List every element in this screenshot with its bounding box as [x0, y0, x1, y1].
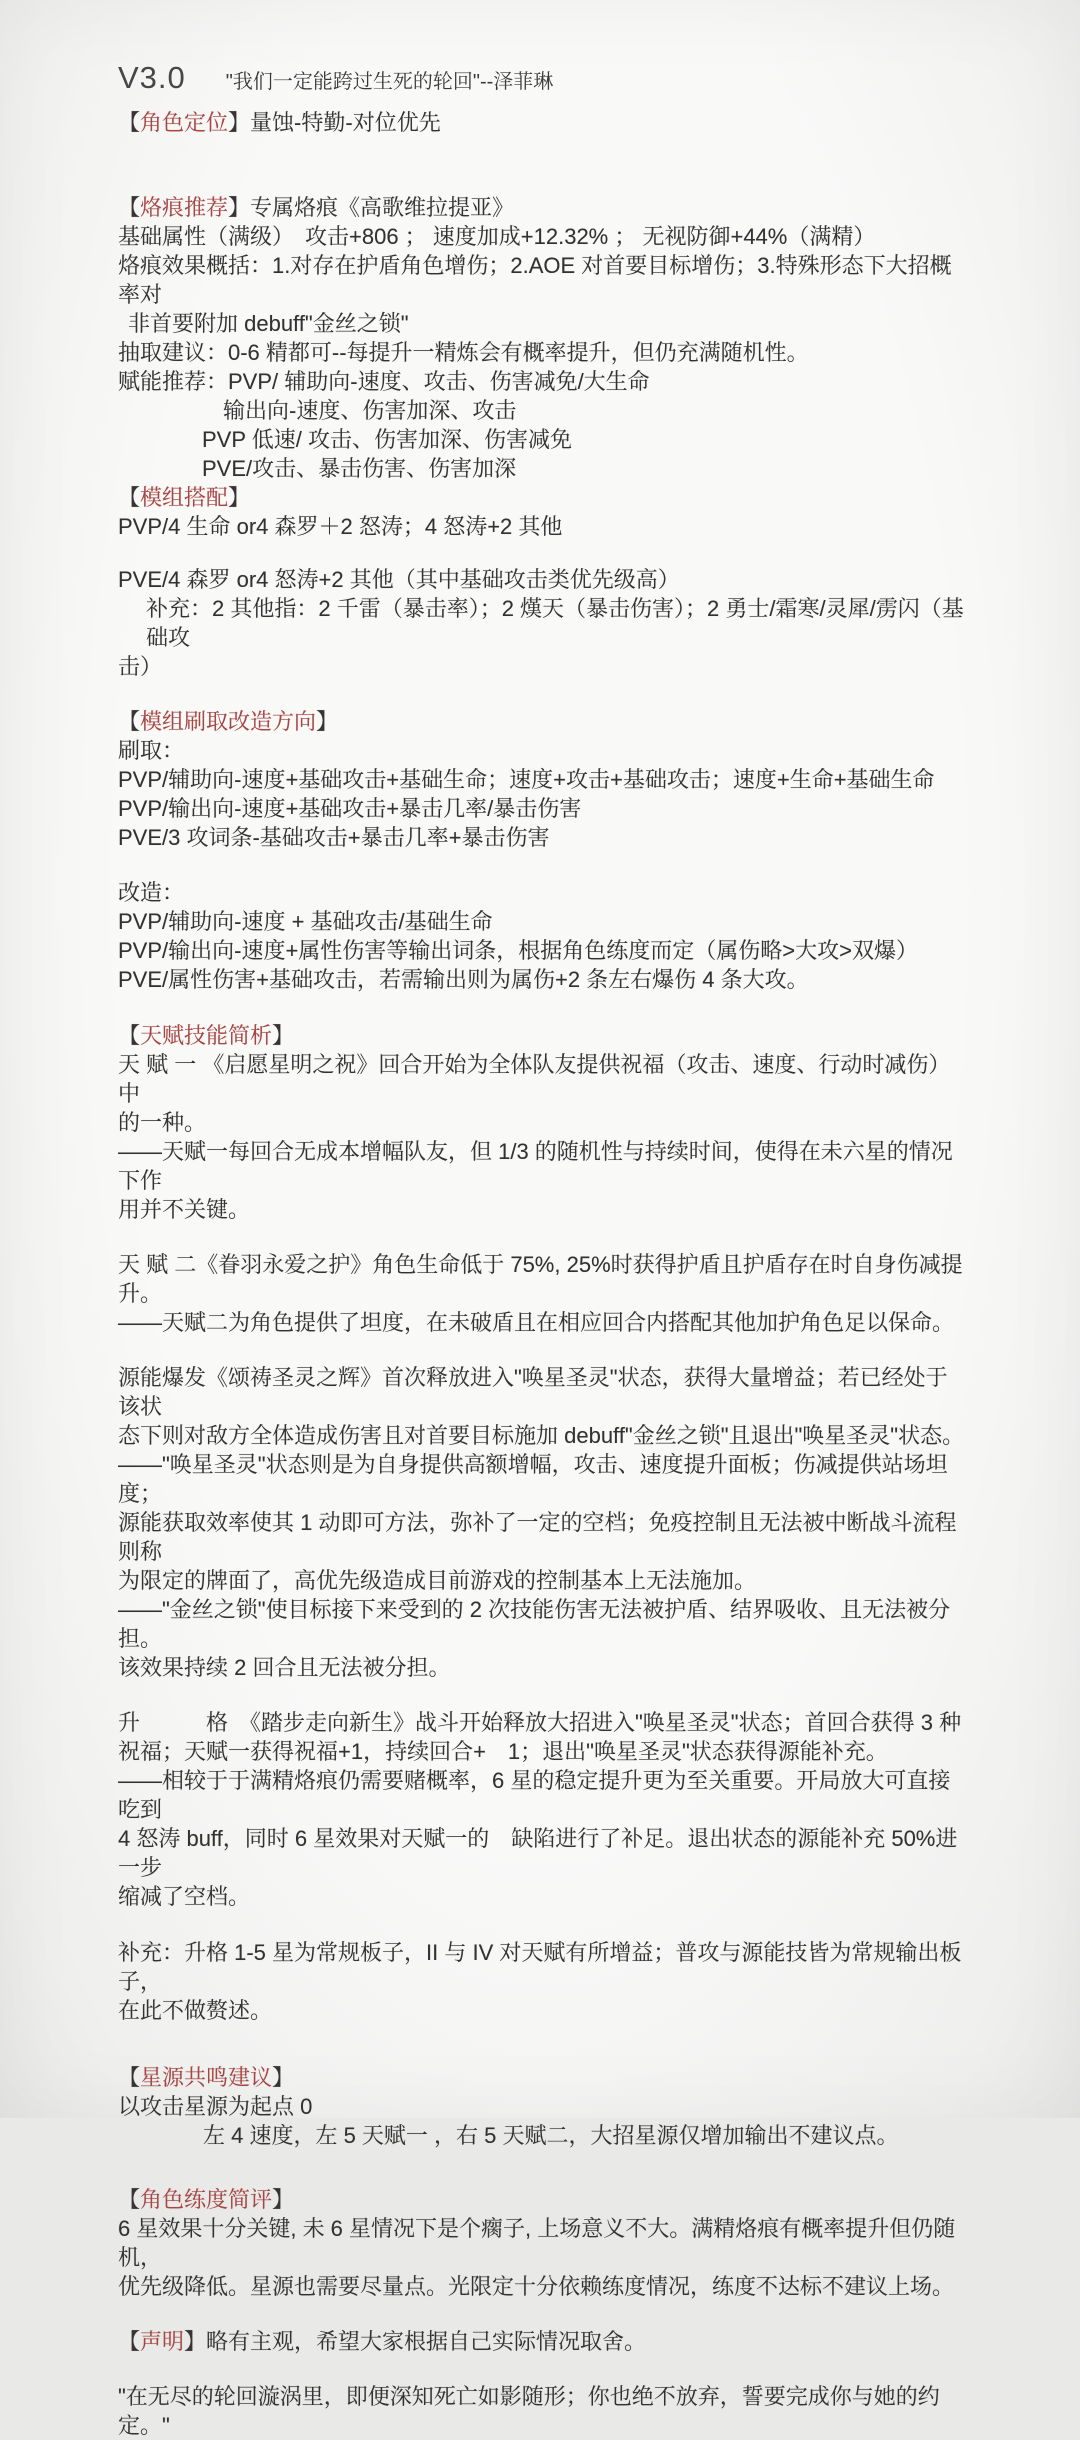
line-text: 击）	[118, 654, 163, 679]
doc-line	[118, 1450, 968, 1508]
line-text: PVP 低速/ 攻击、伤害加深、伤害减免	[202, 427, 572, 452]
doc-line	[118, 1108, 968, 1137]
line-text: PVE/属性伤害+基础攻击，若需输出则为属伤+2 条左右爆伤 4 条大攻。	[118, 967, 809, 992]
heading-bracket-open: 【	[118, 195, 141, 220]
line-text: PVP/辅助向-速度+基础攻击+基础生命；速度+攻击+基础攻击；速度+生命+基础生命	[118, 767, 935, 792]
heading-text: 模组刷取改造方向	[140, 709, 317, 734]
line-text: 略有主观，希望大家根据自己实际情况取舍。	[206, 2329, 647, 2354]
heading-bracket-close: 】	[228, 485, 251, 510]
heading-bracket-open: 【	[118, 709, 141, 734]
line-text: 态下则对敌方全体造成伤害且对首要目标施加 debuff"金丝之锁"且退出"唤星圣灵"状态。	[118, 1423, 965, 1448]
line-text: 用并不关键。	[118, 1197, 251, 1222]
line-text: 左 4 速度，左 5 天赋一 ，右 5 天赋二，大招星源仅增加输出不建议点。	[203, 2123, 899, 2148]
doc-line	[118, 1882, 968, 1911]
section-heading	[118, 2187, 294, 2212]
heading-bracket-open: 【	[118, 2187, 141, 2212]
line-text: 6 星效果十分关键, 未 6 星情况下是个瘸子, 上场意义不大。满精烙痕有概率提升但仍随机，	[118, 2216, 956, 2270]
doc-line	[118, 251, 968, 309]
line-text: 专属烙痕《高歌维拉提亚》	[250, 195, 515, 220]
doc-line	[118, 907, 968, 936]
doc-line	[118, 1137, 968, 1195]
doc-line	[118, 1363, 968, 1421]
line-text: 该效果持续 2 回合且无法被分担。	[118, 1655, 451, 1680]
line-text: 源能爆发《颂祷圣灵之辉》首次释放进入"唤星圣灵"状态，获得大量增益；若已经处于该状	[118, 1365, 948, 1419]
doc-line	[118, 2382, 968, 2440]
doc-line	[118, 594, 968, 652]
line-text: 为限定的牌面了，高优先级造成目前游戏的控制基本上无法施加。	[118, 1568, 757, 1593]
doc-line	[118, 2272, 968, 2301]
doc-line	[118, 396, 968, 425]
doc-line	[118, 707, 968, 736]
doc-line	[118, 338, 968, 367]
title-row	[118, 60, 968, 96]
title-quote: "我们一定能跨过生死的轮回"--泽菲琳	[225, 71, 554, 93]
doc-line	[118, 1737, 968, 1766]
doc-line	[118, 1708, 968, 1737]
heading-bracket-open: 【	[118, 485, 141, 510]
section-heading	[118, 195, 250, 220]
doc-line	[118, 1938, 968, 1996]
section-heading	[118, 485, 250, 510]
line-text: 补充：升格 1-5 星为常规板子，II 与 IV 对天赋有所增益；普攻与源能技皆为常规输出板子，	[118, 1940, 962, 1994]
line-text: PVP/4 生命 or4 森罗＋2 怒涛；4 怒涛+2 其他	[118, 514, 563, 539]
doc-line	[118, 1595, 968, 1653]
section-heading	[118, 110, 250, 135]
section-heading	[118, 2329, 206, 2354]
doc-line	[118, 1653, 968, 1682]
doc-line	[118, 823, 968, 852]
version-label: V3.0	[118, 60, 186, 95]
doc-line	[118, 1021, 968, 1050]
line-text: ——天赋一每回合无成本增幅队友，但 1/3 的随机性与持续时间，使得在未六星的情况下作	[118, 1139, 953, 1193]
line-text: PVP/输出向-速度+基础攻击+暴击几率/暴击伤害	[118, 796, 582, 821]
line-text: 赋能推荐：PVP/ 辅助向-速度、攻击、伤害减免/大生命	[118, 369, 650, 394]
doc-line	[118, 565, 968, 594]
line-text: 以攻击星源为起点 0	[118, 2094, 313, 2119]
doc-line	[118, 794, 968, 823]
line-text: 的一种。	[118, 1110, 207, 1135]
doc-line	[118, 936, 968, 965]
line-text: 4 怒涛 buff，同时 6 星效果对天赋一的 缺陷进行了补足。退出状态的源能补充 50%进一步	[118, 1826, 958, 1880]
doc-line	[118, 2327, 968, 2356]
heading-bracket-close: 】	[272, 2187, 295, 2212]
line-text: 改造：	[118, 880, 185, 905]
line-text: 量蚀-特勤-对位优先	[250, 110, 441, 135]
line-text: PVE/攻击、暴击伤害、伤害加深	[202, 456, 517, 481]
doc-line	[118, 652, 968, 681]
line-text: 补充：2 其他指：2 千雷（暴击率）；2 熯天（暴击伤害）；2 勇士/霜寒/灵犀/雳闪（基础攻	[146, 596, 964, 650]
line-text: "在无尽的轮回漩涡里，即便深知死亡如影随形；你也绝不放弃，誓要完成你与她的约定。"	[118, 2384, 940, 2438]
doc-line	[118, 1508, 968, 1566]
line-text: ——相较于于满精烙痕仍需要赌概率，6 星的稳定提升更为至关重要。开局放大可直接吃到	[118, 1768, 951, 1822]
doc-line	[118, 483, 968, 512]
doc-line	[118, 108, 968, 137]
section-heading	[118, 1023, 294, 1048]
doc-line	[118, 2121, 968, 2150]
line-text: 烙痕效果概括：1.对存在护盾角色增伤；2.AOE 对首要目标增伤；3.特殊形态下大招概率对	[118, 253, 952, 307]
line-text: PVP/辅助向-速度 + 基础攻击/基础生命	[118, 909, 493, 934]
line-text: 优先级降低。星源也需要尽量点。光限定十分依赖练度情况，练度不达标不建议上场。	[118, 2274, 955, 2299]
line-text: 输出向-速度、伤害加深、攻击	[223, 398, 517, 423]
doc-line	[118, 512, 968, 541]
line-text: PVP/输出向-速度+属性伤害等输出词条，根据角色练度而定（属伤略>大攻>双爆）	[118, 938, 919, 963]
line-text: ——"金丝之锁"使目标接下来受到的 2 次技能伤害无法被护盾、结界吸收、且无法被分担。	[118, 1597, 951, 1651]
doc-line	[118, 309, 968, 338]
line-text: 缩减了空档。	[118, 1884, 251, 1909]
section-heading	[118, 709, 338, 734]
doc-line	[118, 878, 968, 907]
heading-text: 天赋技能简析	[140, 1023, 273, 1048]
doc-line	[118, 1421, 968, 1450]
doc-line	[118, 1824, 968, 1882]
doc-line	[118, 193, 968, 222]
line-text: 源能获取效率使其 1 动即可方法，弥补了一定的空档；免疫控制且无法被中断战斗流程则称	[118, 1510, 957, 1564]
doc-line	[118, 425, 968, 454]
heading-text: 角色练度简评	[140, 2187, 273, 2212]
section-heading	[118, 2065, 294, 2090]
heading-text: 烙痕推荐	[140, 195, 229, 220]
line-text: 非首要附加 debuff"金丝之锁"	[128, 311, 409, 336]
doc-line	[118, 2063, 968, 2092]
doc-line	[118, 1250, 968, 1308]
line-text: 刷取：	[118, 738, 185, 763]
heading-text: 角色定位	[140, 110, 229, 135]
heading-bracket-open: 【	[118, 2065, 141, 2090]
line-text: PVE/4 森罗 or4 怒涛+2 其他（其中基础攻击类优先级高）	[118, 567, 680, 592]
line-text: ——"唤星圣灵"状态则是为自身提供高额增幅，攻击、速度提升面板；伤减提供站场坦度；	[118, 1452, 948, 1506]
doc-line	[118, 1996, 968, 2025]
line-text: 天 赋 二《眷羽永爱之护》角色生命低于 75%, 25%时获得护盾且护盾存在时自身伤减提升。	[118, 1252, 963, 1306]
doc-line	[118, 965, 968, 994]
doc-line	[118, 1766, 968, 1824]
doc-line	[118, 1195, 968, 1224]
line-text: 抽取建议：0-6 精都可--每提升一精炼会有概率提升，但仍充满随机性。	[118, 340, 809, 365]
heading-bracket-close: 】	[272, 1023, 295, 1048]
heading-bracket-close: 】	[228, 195, 251, 220]
doc-line	[118, 2185, 968, 2214]
doc-line	[118, 222, 968, 251]
doc-line	[118, 765, 968, 794]
heading-bracket-close: 】	[228, 110, 251, 135]
heading-text: 模组搭配	[140, 485, 229, 510]
line-text: 祝福；天赋一获得祝福+1，持续回合+ 1；退出"唤星圣灵"状态获得源能补充。	[118, 1739, 888, 1764]
doc-line	[118, 2214, 968, 2272]
line-text: 基础属性（满级） 攻击+806 ； 速度加成+12.32% ； 无视防御+44%（满精）	[118, 224, 876, 249]
line-text: 升 格 《踏步走向新生》战斗开始释放大招进入"唤星圣灵"状态；首回合获得 3 种	[118, 1710, 962, 1735]
doc-line	[118, 2092, 968, 2121]
doc-line	[118, 736, 968, 765]
document-body	[118, 108, 968, 2440]
heading-bracket-open: 【	[118, 1023, 141, 1048]
doc-line	[118, 454, 968, 483]
heading-text: 声明	[140, 2329, 185, 2354]
line-text: PVE/3 攻词条-基础攻击+暴击几率+暴击伤害	[118, 825, 550, 850]
doc-line	[118, 367, 968, 396]
line-text: 天 赋 一 《启愿星明之祝》回合开始为全体队友提供祝福（攻击、速度、行动时减伤）中	[118, 1052, 951, 1106]
doc-line	[118, 1308, 968, 1337]
heading-bracket-close: 】	[272, 2065, 295, 2090]
heading-bracket-open: 【	[118, 2329, 141, 2354]
line-text: 在此不做赘述。	[118, 1998, 273, 2023]
heading-bracket-close: 】	[184, 2329, 207, 2354]
line-text: ——天赋二为角色提供了坦度，在未破盾且在相应回合内搭配其他加护角色足以保命。	[118, 1310, 955, 1335]
doc-line	[118, 1566, 968, 1595]
heading-bracket-close: 】	[316, 709, 339, 734]
heading-text: 星源共鸣建议	[140, 2065, 273, 2090]
doc-line	[118, 1050, 968, 1108]
heading-bracket-open: 【	[118, 110, 141, 135]
